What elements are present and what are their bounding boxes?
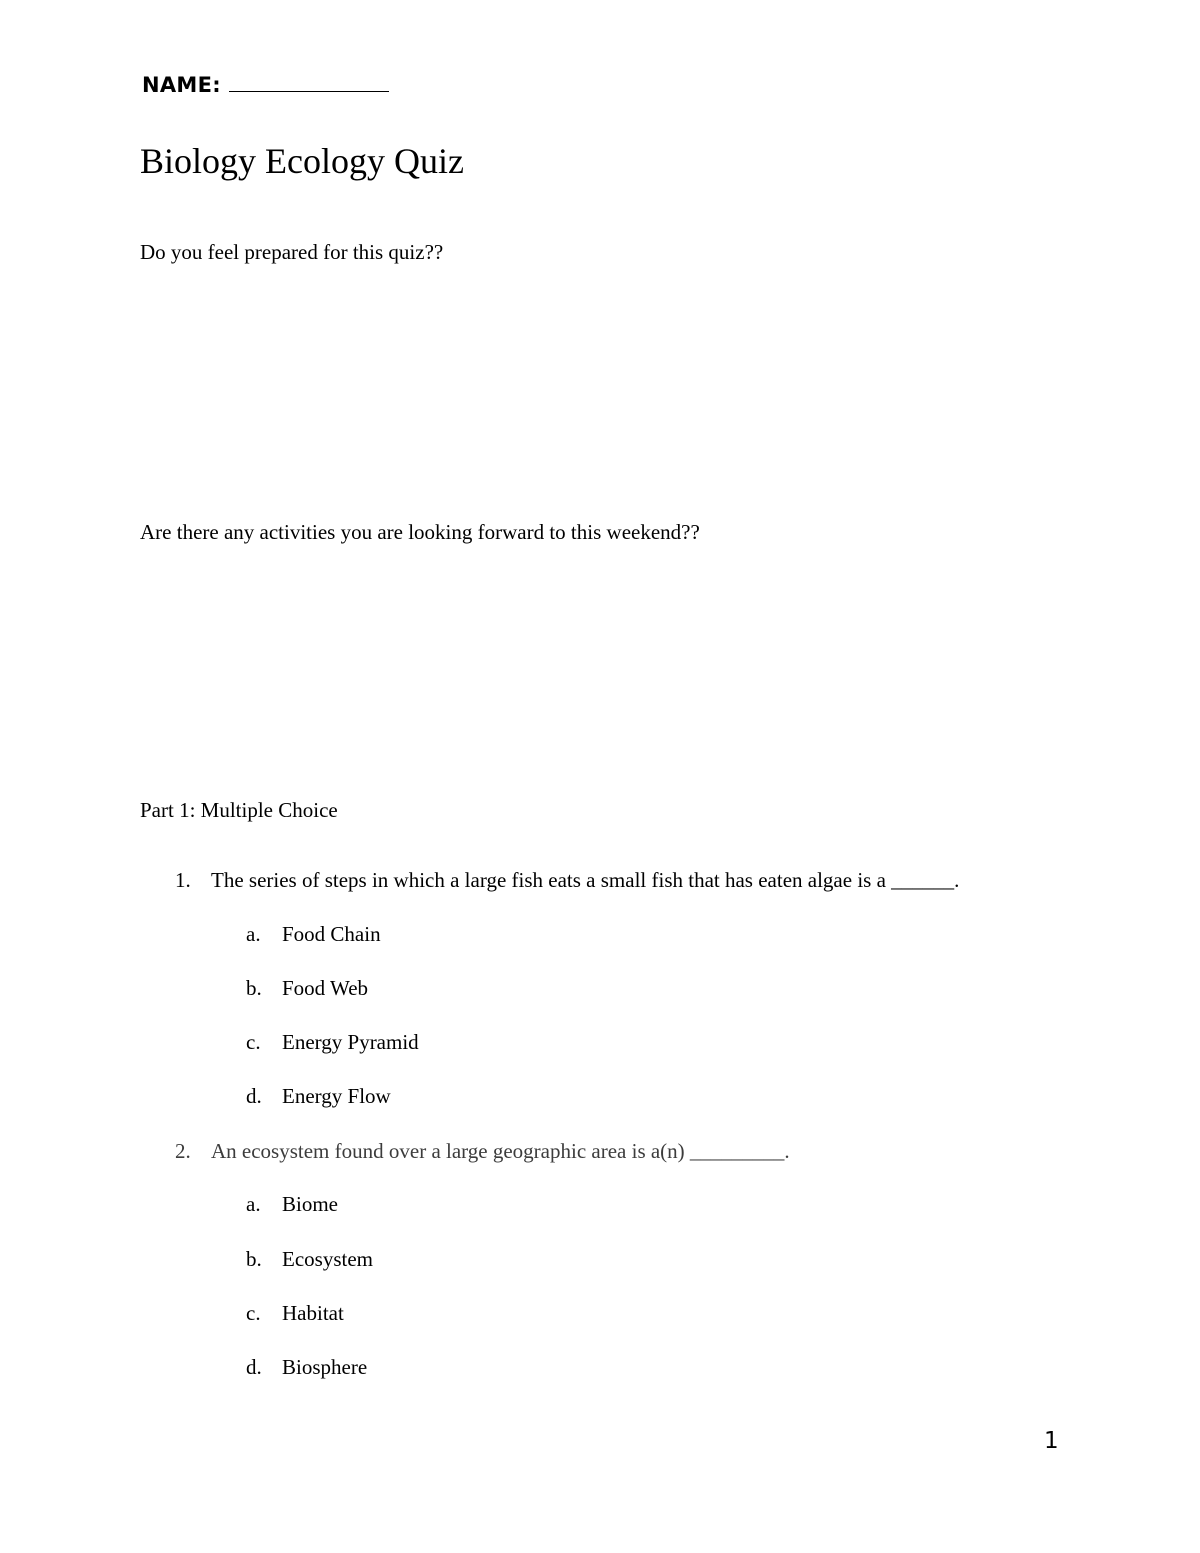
question-1-option-b-letter: b. <box>246 976 262 1000</box>
question-1-option-a: Food Chain <box>282 922 381 946</box>
prompt-weekend: Are there any activities you are looking forward to this weekend?? <box>140 520 700 544</box>
question-1-option-b: Food Web <box>282 976 369 1000</box>
question-2-option-c: Habitat <box>282 1301 344 1325</box>
question-2-text: An ecosystem found over a large geographic area is a(n) _________. <box>211 1139 790 1163</box>
question-2-option-b: Ecosystem <box>282 1247 373 1271</box>
question-2-option-d: Biosphere <box>282 1355 368 1379</box>
prompt-prepared: Do you feel prepared for this quiz?? <box>140 240 444 264</box>
name-blank-line[interactable] <box>229 72 389 92</box>
name-field <box>142 72 389 97</box>
question-2-option-c-letter: c. <box>246 1301 261 1325</box>
question-1-text: The series of steps in which a large fish eats a small fish that has eaten algae is a ______. <box>211 868 960 892</box>
question-1-option-d-letter: d. <box>246 1084 262 1108</box>
question-2-option-a: Biome <box>282 1192 338 1216</box>
question-1-option-a-letter: a. <box>246 922 261 946</box>
name-label: NAME: <box>142 73 221 97</box>
part-1-heading: Part 1: Multiple Choice <box>140 798 338 822</box>
question-2-option-b-letter: b. <box>246 1247 262 1271</box>
page-number: 1 <box>1044 1428 1059 1454</box>
page-title: Biology Ecology Quiz <box>140 141 464 181</box>
question-2-option-a-letter: a. <box>246 1192 261 1216</box>
question-2-option-d-letter: d. <box>246 1355 262 1379</box>
question-1-option-d: Energy Flow <box>282 1084 391 1108</box>
question-2-number: 2. <box>175 1139 191 1163</box>
question-1-option-c: Energy Pyramid <box>282 1030 419 1054</box>
question-1-number: 1. <box>175 868 191 892</box>
question-1-option-c-letter: c. <box>246 1030 261 1054</box>
